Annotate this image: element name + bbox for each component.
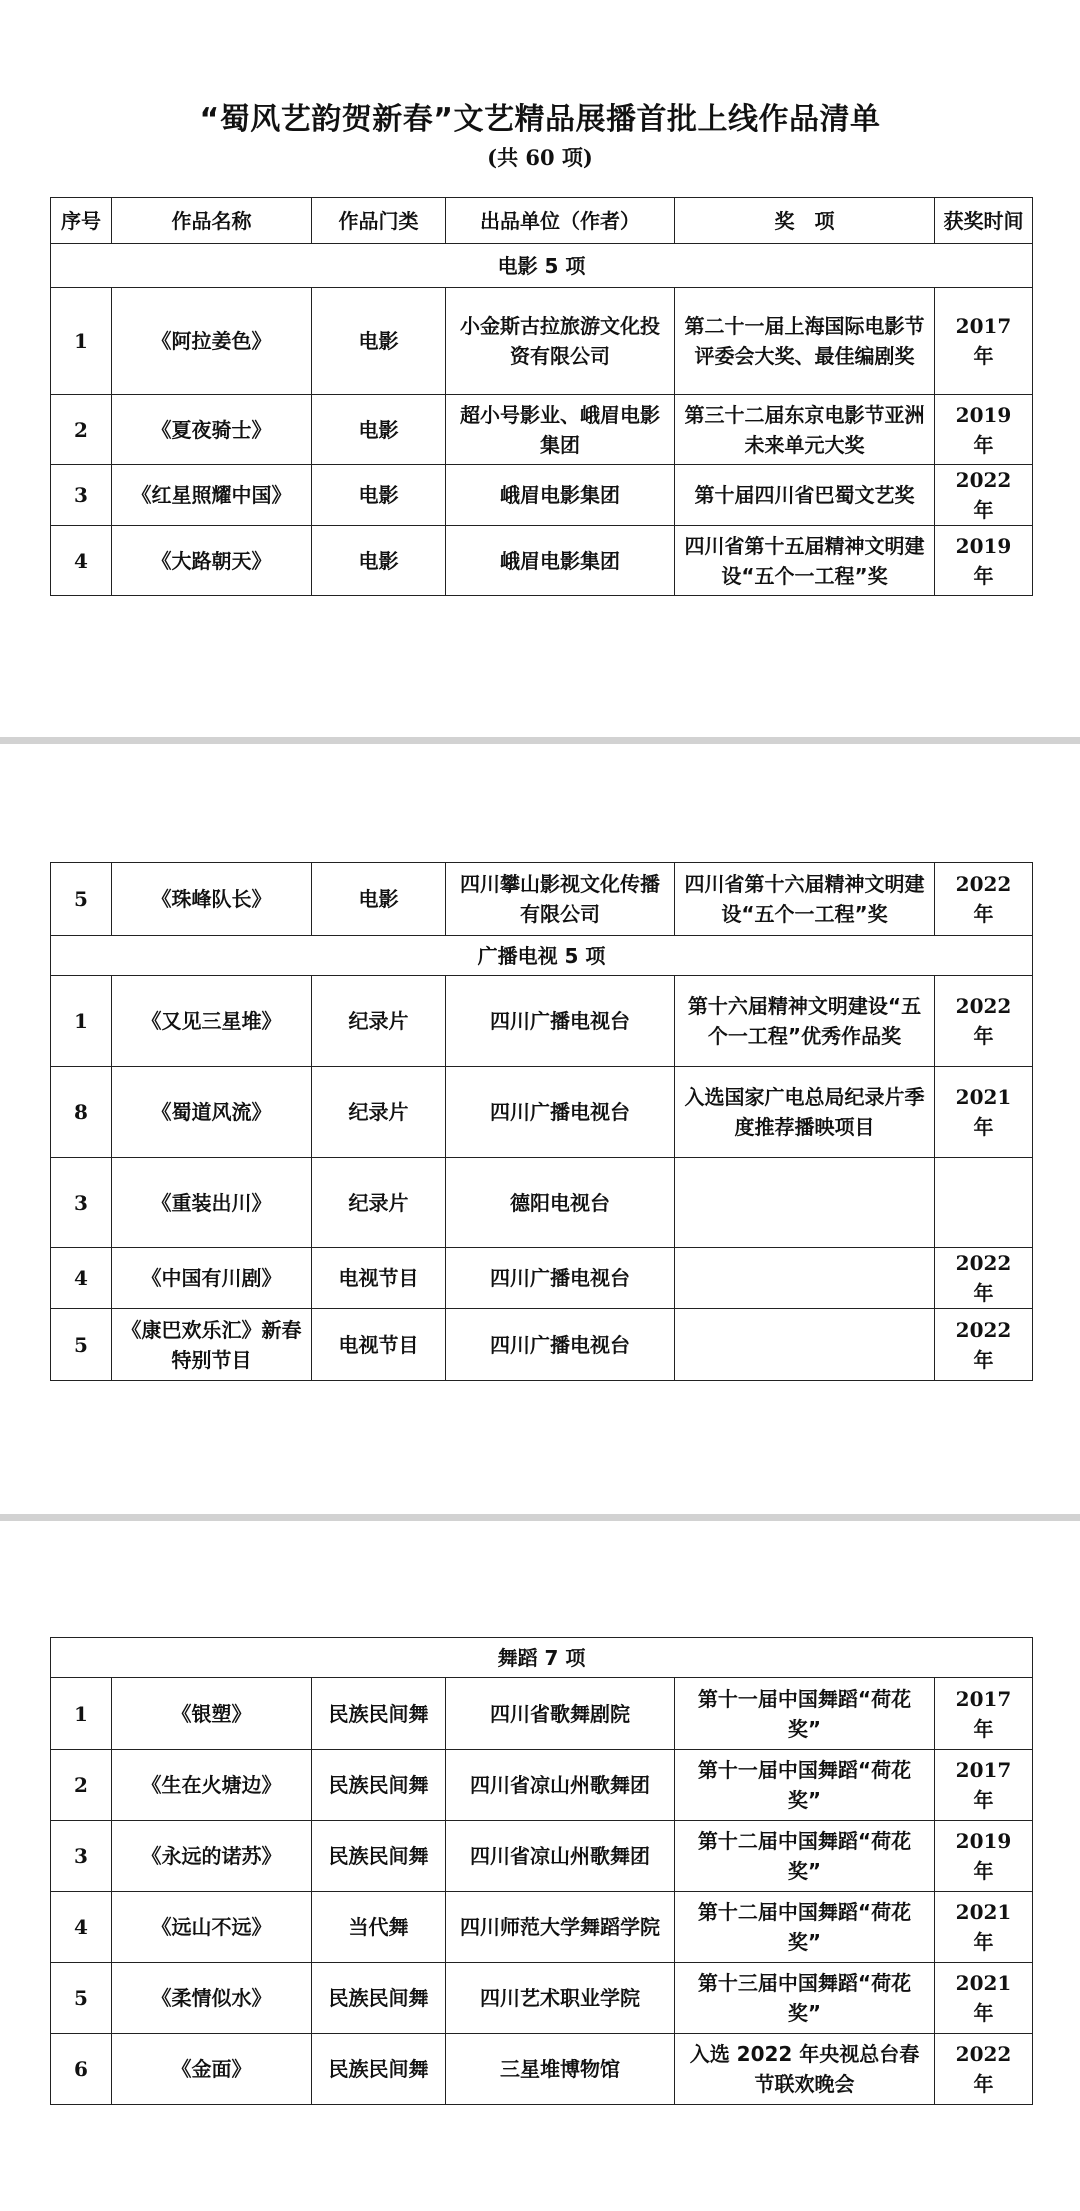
cell-award: 第十二届中国舞蹈“荷花奖” [675, 1821, 935, 1892]
table-row [51, 1678, 1033, 1750]
cell-category: 纪录片 [312, 1158, 446, 1248]
section-title: 电影 5 项 [51, 244, 1033, 288]
table-row [51, 2034, 1033, 2105]
cell-producer: 四川艺术职业学院 [446, 1963, 675, 2034]
page-separator [0, 737, 1080, 744]
cell-category: 民族民间舞 [312, 1678, 446, 1750]
cell-producer: 四川师范大学舞蹈学院 [446, 1892, 675, 1963]
cell-no: 5 [51, 1309, 112, 1381]
table-row [51, 976, 1033, 1067]
table-row [51, 1158, 1033, 1248]
cell-name: 《柔情似水》 [112, 1963, 312, 2034]
section-title: 舞蹈 7 项 [51, 1638, 1033, 1678]
table-row [51, 1067, 1033, 1158]
column-header: 获奖时间 [935, 198, 1033, 244]
works-table-broadcast [50, 862, 1033, 1381]
cell-producer: 三星堆博物馆 [446, 2034, 675, 2105]
table-row [51, 395, 1033, 465]
cell-year: 2017 年 [935, 1678, 1033, 1750]
cell-producer: 四川省歌舞剧院 [446, 1678, 675, 1750]
column-header: 出品单位（作者） [446, 198, 675, 244]
cell-award: 第十届四川省巴蜀文艺奖 [675, 465, 935, 526]
cell-award: 第三十二届东京电影节亚洲未来单元大奖 [675, 395, 935, 465]
cell-producer: 超小号影业、峨眉电影集团 [446, 395, 675, 465]
cell-year: 2021 年 [935, 1067, 1033, 1158]
cell-award: 四川省第十六届精神文明建设“五个一工程”奖 [675, 863, 935, 936]
cell-category: 电影 [312, 288, 446, 395]
cell-award [675, 1309, 935, 1381]
cell-name: 《珠峰队长》 [112, 863, 312, 936]
column-header: 序号 [51, 198, 112, 244]
cell-no: 4 [51, 526, 112, 596]
cell-producer: 四川省凉山州歌舞团 [446, 1750, 675, 1821]
cell-year: 2021 年 [935, 1892, 1033, 1963]
cell-category: 纪录片 [312, 1067, 446, 1158]
section-row [51, 936, 1033, 976]
cell-name: 《蜀道风流》 [112, 1067, 312, 1158]
cell-year: 2019 年 [935, 1821, 1033, 1892]
cell-year: 2022 年 [935, 2034, 1033, 2105]
column-header: 奖 项 [675, 198, 935, 244]
table-row [51, 526, 1033, 596]
cell-category: 电影 [312, 465, 446, 526]
cell-year: 2022 年 [935, 863, 1033, 936]
section-row [51, 244, 1033, 288]
cell-category: 民族民间舞 [312, 2034, 446, 2105]
cell-award [675, 1248, 935, 1309]
cell-award: 第二十一届上海国际电影节评委会大奖、最佳编剧奖 [675, 288, 935, 395]
cell-producer: 小金斯古拉旅游文化投资有限公司 [446, 288, 675, 395]
cell-category: 电影 [312, 863, 446, 936]
cell-name: 《金面》 [112, 2034, 312, 2105]
cell-year: 2019 年 [935, 395, 1033, 465]
table-row [51, 863, 1033, 936]
cell-year: 2021 年 [935, 1963, 1033, 2034]
cell-no: 2 [51, 395, 112, 465]
cell-no: 4 [51, 1248, 112, 1309]
cell-award: 第十一届中国舞蹈“荷花奖” [675, 1750, 935, 1821]
section-row [51, 1638, 1033, 1678]
cell-award [675, 1158, 935, 1248]
cell-award: 第十六届精神文明建设“五个一工程”优秀作品奖 [675, 976, 935, 1067]
cell-producer: 四川广播电视台 [446, 1248, 675, 1309]
cell-year [935, 1158, 1033, 1248]
cell-name: 《远山不远》 [112, 1892, 312, 1963]
cell-category: 电影 [312, 526, 446, 596]
cell-no: 3 [51, 465, 112, 526]
works-table-film [50, 197, 1033, 596]
cell-no: 6 [51, 2034, 112, 2105]
table-row [51, 1248, 1033, 1309]
cell-award: 入选国家广电总局纪录片季度推荐播映项目 [675, 1067, 935, 1158]
cell-award: 四川省第十五届精神文明建设“五个一工程”奖 [675, 526, 935, 596]
cell-name: 《重装出川》 [112, 1158, 312, 1248]
cell-category: 当代舞 [312, 1892, 446, 1963]
cell-year: 2022 年 [935, 1248, 1033, 1309]
cell-year: 2022 年 [935, 976, 1033, 1067]
page-separator [0, 1514, 1080, 1521]
cell-name: 《康巴欢乐汇》新春特别节目 [112, 1309, 312, 1381]
cell-category: 民族民间舞 [312, 1821, 446, 1892]
cell-category: 纪录片 [312, 976, 446, 1067]
table-header-row [51, 198, 1033, 244]
table-row [51, 465, 1033, 526]
cell-category: 民族民间舞 [312, 1750, 446, 1821]
table-row [51, 1309, 1033, 1381]
cell-no: 5 [51, 863, 112, 936]
cell-name: 《夏夜骑士》 [112, 395, 312, 465]
table-row [51, 288, 1033, 395]
cell-name: 《中国有川剧》 [112, 1248, 312, 1309]
cell-year: 2017 年 [935, 1750, 1033, 1821]
cell-producer: 四川广播电视台 [446, 976, 675, 1067]
cell-producer: 峨眉电影集团 [446, 526, 675, 596]
cell-no: 8 [51, 1067, 112, 1158]
cell-name: 《阿拉姜色》 [112, 288, 312, 395]
table-row [51, 1892, 1033, 1963]
cell-category: 电影 [312, 395, 446, 465]
table-row [51, 1821, 1033, 1892]
cell-no: 5 [51, 1963, 112, 2034]
cell-name: 《银塑》 [112, 1678, 312, 1750]
table-row [51, 1963, 1033, 2034]
cell-producer: 四川广播电视台 [446, 1309, 675, 1381]
cell-producer: 德阳电视台 [446, 1158, 675, 1248]
cell-category: 电视节目 [312, 1248, 446, 1309]
cell-no: 1 [51, 1678, 112, 1750]
cell-year: 2017 年 [935, 288, 1033, 395]
cell-no: 1 [51, 976, 112, 1067]
cell-no: 2 [51, 1750, 112, 1821]
cell-producer: 四川攀山影视文化传播有限公司 [446, 863, 675, 936]
cell-no: 3 [51, 1821, 112, 1892]
page-title: “蜀风艺韵贺新春”文艺精品展播首批上线作品清单 [199, 102, 881, 137]
cell-name: 《永远的诺苏》 [112, 1821, 312, 1892]
cell-no: 3 [51, 1158, 112, 1248]
cell-producer: 峨眉电影集团 [446, 465, 675, 526]
cell-category: 民族民间舞 [312, 1963, 446, 2034]
cell-name: 《红星照耀中国》 [112, 465, 312, 526]
column-header: 作品门类 [312, 198, 446, 244]
cell-year: 2019 年 [935, 526, 1033, 596]
page-subtitle: (共 60 项) [487, 145, 593, 170]
cell-no: 4 [51, 1892, 112, 1963]
cell-producer: 四川广播电视台 [446, 1067, 675, 1158]
cell-year: 2022 年 [935, 465, 1033, 526]
cell-award: 入选 2022 年央视总台春节联欢晚会 [675, 2034, 935, 2105]
cell-year: 2022 年 [935, 1309, 1033, 1381]
section-title: 广播电视 5 项 [51, 936, 1033, 976]
works-table-dance [50, 1637, 1033, 2105]
cell-category: 电视节目 [312, 1309, 446, 1381]
table-row [51, 1750, 1033, 1821]
cell-award: 第十三届中国舞蹈“荷花奖” [675, 1963, 935, 2034]
cell-name: 《又见三星堆》 [112, 976, 312, 1067]
cell-no: 1 [51, 288, 112, 395]
cell-name: 《生在火塘边》 [112, 1750, 312, 1821]
cell-award: 第十一届中国舞蹈“荷花奖” [675, 1678, 935, 1750]
cell-producer: 四川省凉山州歌舞团 [446, 1821, 675, 1892]
cell-name: 《大路朝天》 [112, 526, 312, 596]
cell-award: 第十二届中国舞蹈“荷花奖” [675, 1892, 935, 1963]
column-header: 作品名称 [112, 198, 312, 244]
